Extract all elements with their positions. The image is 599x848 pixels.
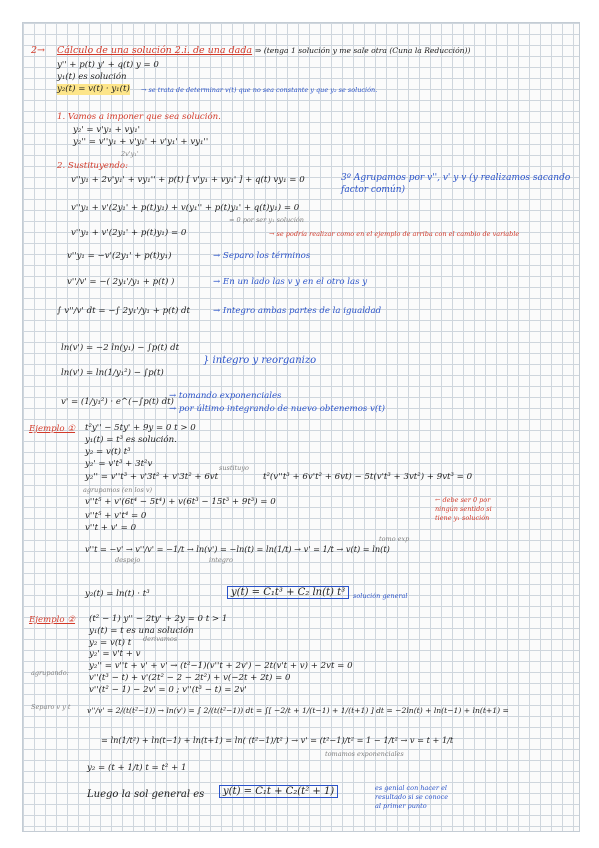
ex1-integrate-label: integro [209,556,233,564]
ex2-general-solution: y(t) = C₁t + C₂(t² + 1) [219,785,338,798]
ex2-known-solution: y₁(t) = t es una solución [89,626,194,636]
ex2-separate-label: Separo v y t [31,703,71,711]
ex1-ansatz: y₂ = v(t) t³ [85,447,131,457]
ex1-group-label: agrupamos (en los v) [83,486,153,494]
zero-note: = 0 por ser y₁ solución [229,216,304,224]
ex1-side-note-1: ← debe ser 0 por [435,496,491,504]
ex2-derive-label: derivamos [143,635,178,643]
section-title: Cálculo de una solución 2.i. de una dada [57,45,253,56]
v-prime-formula: v' = (1/y₁²) · e^(−∫p(t) dt) [61,397,174,407]
step1-second-derivative: y₂'' = v''y₁ + v'y₁' + v'y₁' + vy₁'' [73,137,209,147]
ex2-first-derivative: y₂' = v't + v [89,649,141,659]
integral-note: → Integro ambas partes de la igualdad [213,306,382,316]
ex2-equation: (t² − 1) y'' − 2ty' + 2y = 0 t > 1 [89,614,228,624]
ex2-exp-label: tomamos exponenciales [325,750,404,758]
final-integral-note: → por último integrando de nuevo obtenemos v(t) [169,404,386,414]
ex2-group-label: agrupando: [31,669,69,677]
ex2-log-chain: = ln(1/t²) + ln(t−1) + ln(t+1) = ln( (t²−1)/t² ) → v' = (t²−1)/t² = 1 − 1/t² → v = t + 1/t [101,735,454,745]
ode-equation: y'' + p(t) y' + q(t) y = 0 [57,60,159,70]
step1-first-derivative: y₂' = v'y₁ + vy₁' [73,125,141,135]
ex1-exp-label: tomo exp [379,535,410,543]
reorganize-note: } integro y reorganizo [203,355,317,366]
ex2-final-note-3: al primer punto [375,802,427,810]
step1-label: 1. Vamos a imponer que sea solución. [57,112,221,122]
title-aside: ⇒ (tenga 1 solución y me sale otra (Cuna la Reducción)) [255,46,471,55]
section-number: 2→ [31,45,46,56]
ex2-second-solution: y₂ = (t + 1/t) t = t² + 1 [87,763,187,773]
ratio-note: → En un lado las v y en el otro las y [213,277,368,287]
ex1-side-note-3: tiene y₁ solución [435,514,490,522]
ex2-final-note-1: es genial con hacer el [375,784,447,792]
example-1-label: Ejemplo ① [29,424,76,434]
reduced-note: → se podría realizar como en el ejemplo de arriba con el cambio de variable [269,230,520,238]
ex2-general-intro: Luego la sol general es [87,789,205,800]
ex1-simplified: v''t + v' = 0 [85,523,137,533]
ratio-line: v''/v' = −( 2y₁'/y₁ + p(t) ) [67,277,175,287]
step2-label: 2. Sustituyendo: [57,161,128,171]
ex2-ansatz: y₂ = v(t) t [89,638,132,648]
log-line-2: ln(v') = ln(1/y₁²) − ∫p(t) [61,368,164,378]
exp-note: → tomando exponenciales [169,391,282,401]
ex1-side-note-2: ningún sentido si [435,505,492,513]
ex1-general-note: solución general [353,592,408,600]
ex2-second-derivative: y₂'' = v''t + v' + v' → (t²−1)(v''t + 2v') − 2t(v't + v) + 2vt = 0 [89,661,353,671]
ex1-substitute-label: sustituyo [219,464,249,472]
ex1-second-derivative: y₂'' = v''t³ + v'3t² + v'3t² + 6vt [85,472,219,482]
example-2-label: Ejemplo ② [29,615,76,625]
reduced-line: v''y₁ + v'(2y₁' + p(t)y₁) = 0 [71,228,187,238]
ex1-first-derivative: y₂' = v't³ + 3t²v [85,459,153,469]
step1-note: 2v'y₁' [121,150,139,158]
ex2-grouped: v''(t³ − t) + v'(2t² − 2 − 2t²) + v(−2t + 2t) = 0 [89,673,291,683]
log-line-1: ln(v') = −2 ln(y₁) − ∫p(t) dt [61,343,180,353]
ex2-reduced: v''(t² − 1) − 2v' = 0 ; v''(t³ − t) = 2v' [89,685,247,695]
ex1-equation: t²y'' − 5ty' + 9y = 0 t > 0 [85,423,196,433]
grouping-note-2: factor común) [341,185,406,195]
ex1-general-solution: y(t) = C₁t³ + C₂ ln(t) t³ [227,586,349,599]
ex1-grouped: v''t⁵ + v'(6t⁴ − 5t⁴) + v(6t³ − 15t³ + 9t³) = 0 [85,497,276,507]
ex1-isolate-label: despejo [115,556,141,564]
y2-ansatz: y₂(t) = v(t) · y₁(t) [57,84,130,94]
separated-line: v''y₁ = −v'(2y₁' + p(t)y₁) [67,251,172,261]
ex1-reduced: v''t⁵ + v't⁴ = 0 [85,511,147,521]
ex1-substituted: t²(v''t³ + 6v't² + 6vt) − 5t(v't³ + 3vt²) + 9vt³ = 0 [263,472,473,482]
ex1-solve-chain: v''t = −v' → v''/v' = −1/t → ln(v') = −ln(t) = ln(1/t) → v' = 1/t → v(t) = ln(t) [85,544,390,554]
ex1-known-solution: y₁(t) = t³ es solución. [85,435,177,445]
grouping-note: 3º Agrupamos por v'', v' y v (y realizamos sacando [341,173,571,183]
known-solution: y₁(t) es solución [57,72,127,82]
grouped-line: v''y₁ + v'(2y₁' + p(t)y₁) + v(y₁'' + p(t)y₁' + q(t)y₁) = 0 [71,203,300,213]
integral-line: ∫ v''/v' dt = −∫ 2y₁'/y₁ + p(t) dt [57,306,190,316]
substitution-line: v''y₁ + 2v'y₁' + vy₁'' + p(t) [ v'y₁ + vy₁' ] + q(t) vy₁ = 0 [71,175,305,185]
ansatz-note: → se trata de determinar v(t) que no sea constante y que y₂ se solución. [141,86,378,94]
ex2-final-note-2: resultado si se conoce [375,793,449,801]
ex1-second-solution: y₂(t) = ln(t) · t³ [85,589,150,599]
ex2-integral-chain: v''/v' = 2/(t(t²−1)) → ln(v') = ∫ 2/(t(t²−1)) dt = ∫[ −2/t + 1/(t−1) + 1/(t+1) ] dt = −2ln(t) + ln(t−1) + ln(t+1) = [87,706,509,715]
separate-note: → Separo los términos [213,251,311,261]
notebook-page [22,22,580,832]
